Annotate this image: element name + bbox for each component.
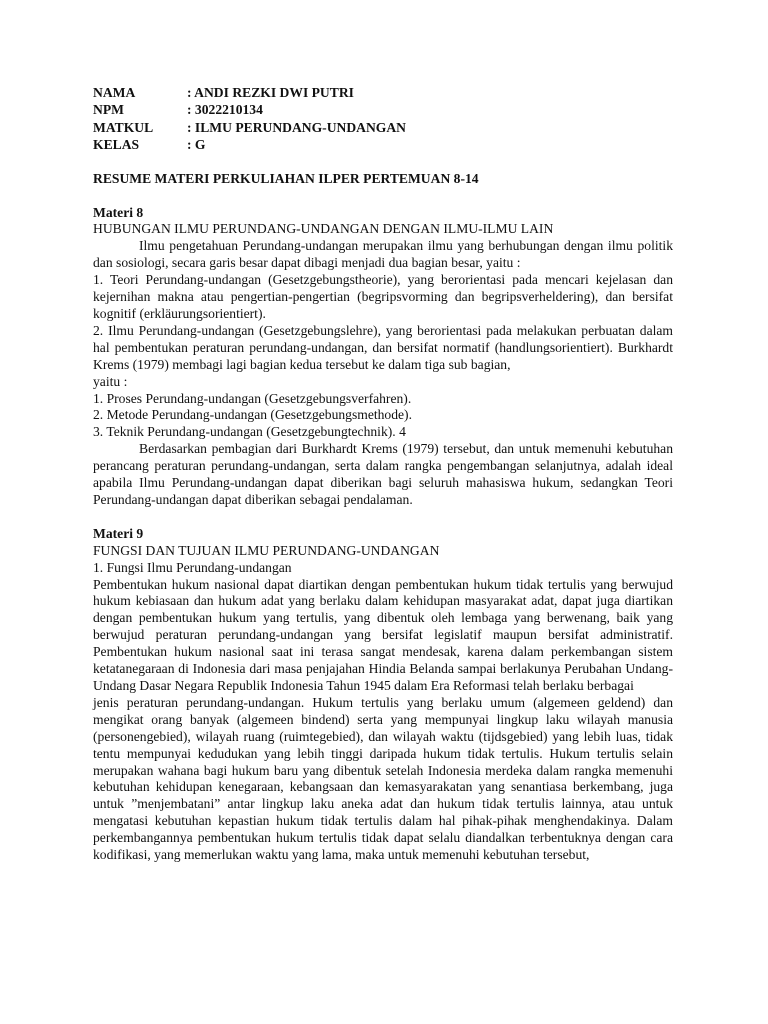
materi-9-section: [93, 526, 673, 864]
identity-value: : ANDI REZKI DWI PUTRI: [187, 85, 354, 100]
materi-8-sub-item: 1. Proses Perundang-undangan (Gesetzgebungsverfahren).: [93, 390, 412, 406]
identity-label: NPM: [93, 102, 124, 118]
identity-table: [93, 84, 406, 154]
identity-value: : 3022210134: [187, 102, 263, 118]
materi-9-subheading: 1. Fungsi Ilmu Perundang-undangan: [93, 559, 292, 575]
materi-9-heading: FUNGSI DAN TUJUAN ILMU PERUNDANG-UNDANGAN: [93, 542, 440, 558]
identity-row: [93, 101, 406, 118]
materi-9-paragraph-2: jenis peraturan perundang-undangan. Hukum tertulis yang berlaku umum (algemeen geldend) dan mengikat orang banyak (algemeen bindend) serta yang mempunyai lingkup laku wilayah manusia (personengebied), wilayah ruang (ruimtegebied), dan wilayah waktu (tijdsgebied) yang lebih luas, tidak tentu mempunyai kedudukan yang lebih tinggi daripada hukum tidak tertulis. Hukum tertulis selain merupakan wahana bagi hukum baru yang dibentuk setelah Indonesia merdeka dalam rangka memenuhi kebutuhan kehidupan kenegaraan, kebangsaan dan kemasyarakatan yang senantiasa berkembang, juga untuk ”menjembatani” antar lingkup laku aneka adat dan hukum tidak tertulis lainnya, atau untuk mengatasi kebutuhan kepastian hukum tidak tertulis dalam hal pihak-pihak menghendakinya. Dalam perkembangannya pembentukan hukum tertulis tidak dapat selalu diandalkan terbentuknya dengan cara kodifikasi, yang memerlukan waktu yang lama, maka untuk memenuhi kebutuhan tersebut,: [93, 694, 673, 863]
spacer: [93, 188, 673, 205]
identity-value: : G: [187, 137, 206, 153]
materi-9-paragraph-1: Pembentukan hukum nasional dapat diartikan dengan pembentukan hukum tidak tertulis yang berwujud hukum kebiasaan dan hukum adat yang berlaku dalam kehidupan masyarakat adat, dapat juga diartikan dengan pembentukan hukum yang tertulis, yang dibentuk oleh lembaga yang berwenang, baik yang berwujud peraturan perundang-undangan yang bersifat legislatif maupun bersifat administratif. Pembentukan hukum nasional saat ini terasa sangat mendesak, karena dalam perkembangan sistem ketatanegaraan di Indonesia dari masa penjajahan Hindia Belanda sampai berlakunya Perubahan Undang-Undang Dasar Negara Republik Indonesia Tahun 1945 dalam Era Reformasi telah berlaku berbagai: [93, 576, 673, 693]
materi-8-point-2: 2. Ilmu Perundang-undangan (Gesetzgebungslehre), yang berorientasi pada melakukan perbuatan dalam hal pembentukan peraturan perundang-undangan, dan bersifat normatif (handlungsorientiert). Burkhardt Krems (1979) membagi lagi bagian kedua tersebut ke dalam tiga sub bagian,: [93, 322, 673, 372]
materi-8-sub-item: 2. Metode Perundang-undangan (Gesetzgebungsmethode).: [93, 407, 412, 423]
spacer: [93, 509, 673, 526]
identity-row: [93, 119, 406, 136]
identity-row: [93, 136, 406, 153]
materi-8-heading: HUBUNGAN ILMU PERUNDANG-UNDANGAN DENGAN ILMU-ILMU LAIN: [93, 221, 554, 237]
materi-8-closing: Berdasarkan pembagian dari Burkhardt Krems (1979) tersebut, dan untuk memenuhi kebutuhan perancang peraturan perundang-undangan, serta dalam rangka pengembangan selanjutnya, adalah ideal apabila Ilmu Perundang-undangan dapat diberikan bagi seluruh mahasiswa hukum, sedangkan Teori Perundang-undangan dapat diberikan sebagai pendalaman.: [93, 441, 673, 507]
identity-label: MATKUL: [93, 119, 154, 135]
materi-8-intro: Ilmu pengetahuan Perundang-undangan merupakan ilmu yang berhubungan dengan ilmu politik dan sosiologi, secara garis besar dapat dibagi menjadi dua bagian besar, yaitu :: [93, 238, 673, 271]
identity-label: KELAS: [93, 137, 140, 153]
materi-8-sub-item: 3. Teknik Perundang-undangan (Gesetzgebungtechnik). 4: [93, 424, 406, 440]
document-title: RESUME MATERI PERKULIAHAN ILPER PERTEMUAN 8-14: [93, 170, 479, 186]
materi-9-label: Materi 9: [93, 525, 144, 541]
materi-8-point-1: 1. Teori Perundang-undangan (Gesetzgebungstheorie), yang berorientasi pada mencari kejelasan dan kejernihan makna atau pengertian-pengertian (begripsvorming dan begripsverheldering), dan bersifat kognitif (erkläurungsorientiert).: [93, 272, 673, 321]
identity-row: [93, 84, 406, 101]
materi-8-section: [93, 205, 673, 509]
materi-8-label: Materi 8: [93, 204, 144, 220]
spacer: [93, 154, 673, 171]
materi-8-yaitu: yaitu :: [93, 373, 128, 389]
identity-label: NAMA: [93, 85, 136, 100]
identity-value: : ILMU PERUNDANG-UNDANGAN: [187, 119, 406, 135]
